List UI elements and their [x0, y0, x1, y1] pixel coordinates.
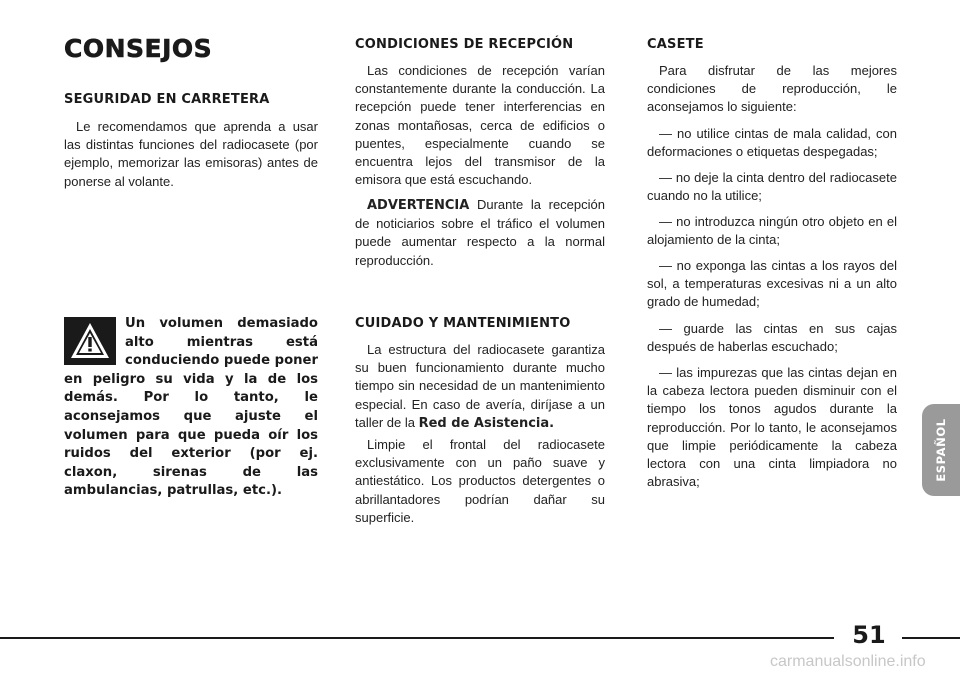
warning-triangle-icon [64, 317, 116, 365]
cassette-item: — no introduzca ningún otro objeto en el alojamiento de la cinta; [647, 214, 897, 248]
page-title: CONSEJOS [64, 34, 213, 63]
reception-heading: CONDICIONES DE RECEPCIÓN [355, 37, 574, 52]
road-safety-text: Le recomendamos que aprenda a usar las distintas funciones del radiocasete (por ejemplo, memorizar las emisoras) antes de ponerse al volante. [64, 119, 318, 189]
language-tab-label: ESPAÑOL [934, 418, 948, 482]
advertencia-text: Durante la recepción de noticiarios sobre el tráfico el volumen puede aumentar respecto a la normal reproducción. [355, 197, 605, 268]
cassette-item: — guarde las cintas en sus cajas después de haberlas escuchado; [647, 321, 897, 355]
cassette-intro: Para disfrutar de las mejores condiciones de reproducción, le aconsejamos lo siguiente: [647, 63, 897, 115]
maintenance-text-body: La estructura del radiocasete garantiza su buen funcionamiento durante mucho tiempo sin necesidad de un mantenimiento especial. En caso de avería, diríjase a un taller de la [355, 342, 605, 430]
watermark: carmanualsonline.info [770, 653, 926, 670]
cassette-item: — las impurezas que las cintas dejan en la cabeza lectora pueden disminuir con el tiempo los tonos agudos durante la reproducción. Por lo tanto, le aconsejamos que limpie periódicamente la cabeza lectora con una cinta limpiadora no abrasiva; [647, 365, 897, 490]
cassette-item: — no deje la cinta dentro del radiocasete cuando no la utilice; [647, 170, 897, 204]
cassette-heading: CASETE [647, 37, 704, 52]
cassette-item: — no exponga las cintas a los rayos del sol, a temperaturas excesivas ni a un alto grado de humedad; [647, 258, 897, 310]
maintenance-text [355, 341, 605, 433]
advertencia-paragraph [355, 196, 605, 270]
road-safety-heading: SEGURIDAD EN CARRETERA [64, 92, 270, 107]
language-tab [922, 404, 960, 496]
maintenance-heading: CUIDADO Y MANTENIMIENTO [355, 316, 571, 331]
cassette-item: — no utilice cintas de mala calidad, con deformaciones o etiquetas despegadas; [647, 126, 897, 160]
warning-text: Un volumen demasiado alto mientras está conduciendo puede poner en peligro su vida y la de los demás. Por lo tanto, le aconsejamos que ajuste el volumen para que pueda oír los ruidos del exterior (por ej. claxon, sirenas de las ambulancias, patrullas, etc.). [64, 316, 318, 499]
advertencia-label: ADVERTENCIA [367, 198, 470, 213]
reception-text: Las condiciones de recepción varían constantemente durante la conducción. La recepción puede tener interferencias en zonas montañosas, cerca de edificios o puentes, especialmente cuando se encuentra lejos del transmisor de la emisora que está escuchando. [355, 63, 605, 188]
warning-box [64, 315, 318, 501]
footer-rule-right [902, 637, 960, 639]
service-network-label: Red de Asistencia. [418, 415, 555, 431]
page-number: 51 [852, 621, 886, 649]
footer-rule-left [0, 637, 834, 639]
maintenance-cleaning-text: Limpie el frontal del radiocasete exclusivamente con un paño suave y antiestático. Los productos detergentes o abrillantadores podrían dañar su superficie. [355, 437, 605, 525]
